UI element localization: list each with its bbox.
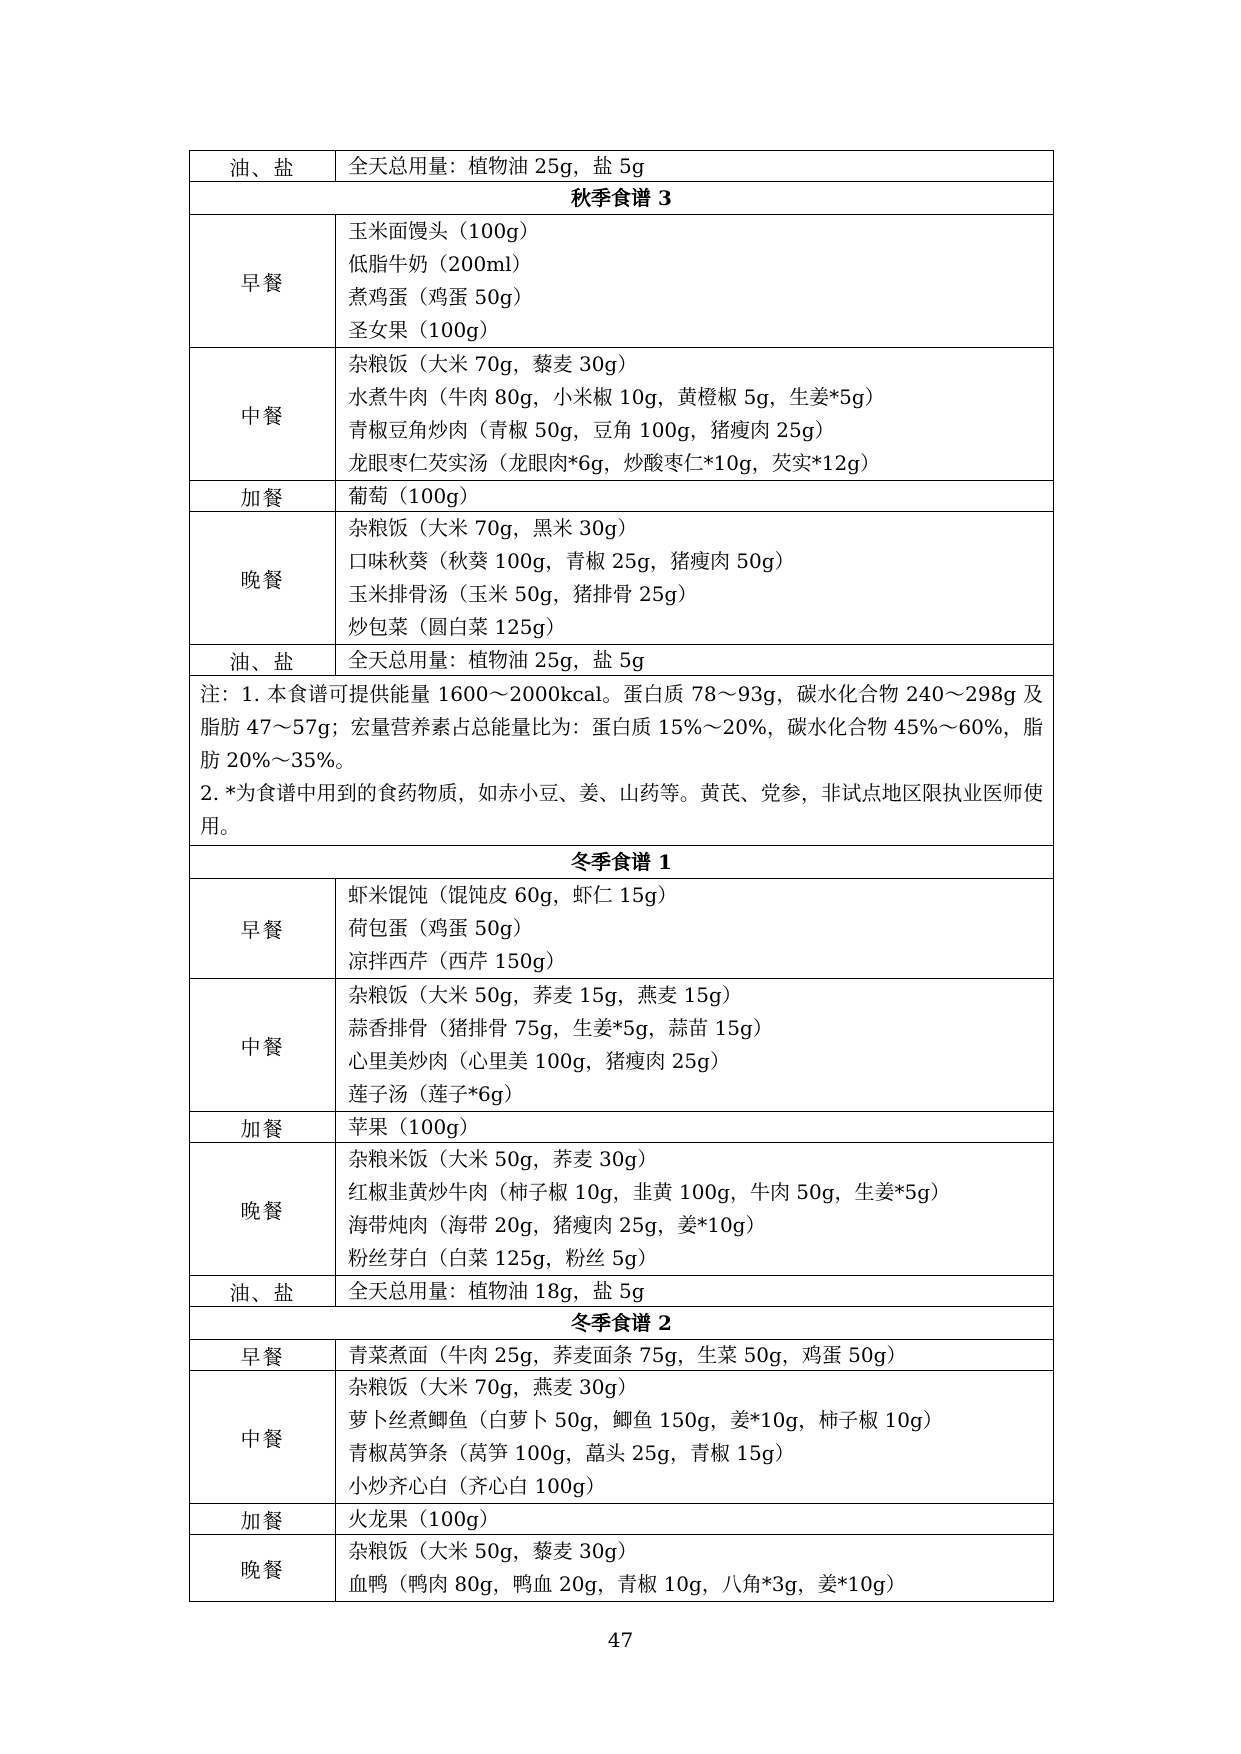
dish-item: 炒包菜（圆白菜 125g） xyxy=(348,615,566,639)
meal-row xyxy=(190,1535,1054,1602)
meal-items xyxy=(336,979,1054,1112)
meal-row xyxy=(190,1371,1054,1504)
dish-item: 红椒韭黄炒牛肉（柿子椒 10g，韭黄 100g，牛肉 50g，生姜*5g） xyxy=(348,1180,951,1204)
dish-item: 龙眼枣仁芡实汤（龙眼肉*6g，炒酸枣仁*10g，芡实*12g） xyxy=(348,451,881,475)
dish-item: 全天总用量：植物油 18g，盐 5g xyxy=(348,1279,645,1303)
meal-label: 加餐 xyxy=(190,1504,336,1535)
section-header-row xyxy=(190,846,1054,879)
meal-label: 晚餐 xyxy=(190,512,336,645)
dish-item: 海带炖肉（海带 20g，猪瘦肉 25g，姜*10g） xyxy=(348,1213,766,1237)
dish-item: 葡萄（100g） xyxy=(348,484,479,508)
meal-items xyxy=(336,512,1054,645)
meal-items xyxy=(336,215,1054,348)
dish-item: 杂粮米饭（大米 50g，荞麦 30g） xyxy=(348,1147,658,1171)
note-paragraph: 注：1. 本食谱可提供能量 1600～2000kcal。蛋白质 78～93g，碳水化合物 240～298g 及脂肪 47～57g；宏量营养素占总能量比为：蛋白质 15%～20%，碳水化合物 45%～60%，脂肪 20%～35%。 xyxy=(200,682,1043,772)
meal-label: 早餐 xyxy=(190,879,336,979)
section-header-row xyxy=(190,1307,1054,1340)
meal-items xyxy=(336,879,1054,979)
dish-item: 全天总用量：植物油 25g，盐 5g xyxy=(348,648,645,672)
section-title: 冬季食谱 2 xyxy=(190,1307,1054,1340)
meal-row xyxy=(190,1340,1054,1371)
dish-item: 低脂牛奶（200ml） xyxy=(348,252,532,276)
dish-item: 杂粮饭（大米 50g，荞麦 15g，燕麦 15g） xyxy=(348,983,742,1007)
dish-item: 玉米排骨汤（玉米 50g，猪排骨 25g） xyxy=(348,582,698,606)
dish-item: 青椒豆角炒肉（青椒 50g，豆角 100g，猪瘦肉 25g） xyxy=(348,418,835,442)
meal-row xyxy=(190,1276,1054,1307)
meal-items xyxy=(336,348,1054,481)
meal-items xyxy=(336,1276,1054,1307)
dish-item: 全天总用量：植物油 25g，盐 5g xyxy=(348,154,645,178)
dish-item: 荷包蛋（鸡蛋 50g） xyxy=(348,916,533,940)
dish-item: 煮鸡蛋（鸡蛋 50g） xyxy=(348,285,533,309)
dish-item: 口味秋葵（秋葵 100g，青椒 25g，猪瘦肉 50g） xyxy=(348,549,795,573)
meal-row xyxy=(190,481,1054,512)
meal-label: 油、盐 xyxy=(190,151,336,182)
menu-table xyxy=(189,150,1054,1602)
meal-label: 晚餐 xyxy=(190,1143,336,1276)
meal-row xyxy=(190,879,1054,979)
meal-label: 中餐 xyxy=(190,1371,336,1504)
meal-label: 油、盐 xyxy=(190,1276,336,1307)
dish-item: 杂粮饭（大米 70g，黑米 30g） xyxy=(348,516,638,540)
note-cell xyxy=(190,676,1054,846)
section-header-row xyxy=(190,182,1054,215)
meal-label: 加餐 xyxy=(190,481,336,512)
dish-item: 萝卜丝煮鲫鱼（白萝卜 50g，鲫鱼 150g，姜*10g，柿子椒 10g） xyxy=(348,1408,943,1432)
dish-item: 玉米面馒头（100g） xyxy=(348,219,539,243)
meal-label: 油、盐 xyxy=(190,645,336,676)
meal-row xyxy=(190,151,1054,182)
meal-label: 加餐 xyxy=(190,1112,336,1143)
dish-item: 青椒莴笋条（莴笋 100g，藠头 25g，青椒 15g） xyxy=(348,1441,795,1465)
dish-item: 苹果（100g） xyxy=(348,1115,479,1139)
dish-item: 粉丝芽白（白菜 125g，粉丝 5g） xyxy=(348,1246,658,1270)
page-number: 47 xyxy=(607,1628,634,1652)
meal-label: 中餐 xyxy=(190,348,336,481)
dish-item: 心里美炒肉（心里美 100g，猪瘦肉 25g） xyxy=(348,1049,730,1073)
dish-item: 莲子汤（莲子*6g） xyxy=(348,1082,524,1106)
meal-items xyxy=(336,1143,1054,1276)
note-paragraph: 2. *为食谱中用到的食药物质，如赤小豆、姜、山药等。黄芪、党参，非试点地区限执业医师使用。 xyxy=(200,781,1043,838)
meal-label: 中餐 xyxy=(190,979,336,1112)
meal-label: 早餐 xyxy=(190,1340,336,1371)
meal-items xyxy=(336,645,1054,676)
menu-table-body xyxy=(190,151,1054,1602)
meal-row xyxy=(190,1112,1054,1143)
meal-row xyxy=(190,1504,1054,1535)
dish-item: 杂粮饭（大米 70g，燕麦 30g） xyxy=(348,1375,638,1399)
meal-row xyxy=(190,512,1054,645)
meal-row xyxy=(190,1143,1054,1276)
dish-item: 青菜煮面（牛肉 25g，荞麦面条 75g，生菜 50g，鸡蛋 50g） xyxy=(348,1343,907,1367)
meal-items xyxy=(336,1340,1054,1371)
dish-item: 蒜香排骨（猪排骨 75g，生姜*5g，蒜苗 15g） xyxy=(348,1016,773,1040)
dish-item: 杂粮饭（大米 70g，藜麦 30g） xyxy=(348,352,638,376)
meal-row xyxy=(190,215,1054,348)
dish-item: 火龙果（100g） xyxy=(348,1507,499,1531)
dish-item: 圣女果（100g） xyxy=(348,318,499,342)
dish-item: 凉拌西芹（西芹 150g） xyxy=(348,949,566,973)
meal-items xyxy=(336,481,1054,512)
meal-row xyxy=(190,979,1054,1112)
meal-items xyxy=(336,1535,1054,1602)
meal-row xyxy=(190,645,1054,676)
meal-label: 早餐 xyxy=(190,215,336,348)
dish-item: 小炒齐心白（齐心白 100g） xyxy=(348,1474,606,1498)
dish-item: 血鸭（鸭肉 80g，鸭血 20g，青椒 10g，八角*3g，姜*10g） xyxy=(348,1572,906,1596)
meal-items xyxy=(336,151,1054,182)
meal-label: 晚餐 xyxy=(190,1535,336,1602)
meal-items xyxy=(336,1371,1054,1504)
dish-item: 杂粮饭（大米 50g，藜麦 30g） xyxy=(348,1539,638,1563)
meal-items xyxy=(336,1504,1054,1535)
meal-items xyxy=(336,1112,1054,1143)
section-title: 冬季食谱 1 xyxy=(190,846,1054,879)
note-row xyxy=(190,676,1054,846)
section-title: 秋季食谱 3 xyxy=(190,182,1054,215)
dish-item: 虾米馄饨（馄饨皮 60g，虾仁 15g） xyxy=(348,883,678,907)
dish-item: 水煮牛肉（牛肉 80g，小米椒 10g，黄橙椒 5g，生姜*5g） xyxy=(348,385,885,409)
meal-row xyxy=(190,348,1054,481)
